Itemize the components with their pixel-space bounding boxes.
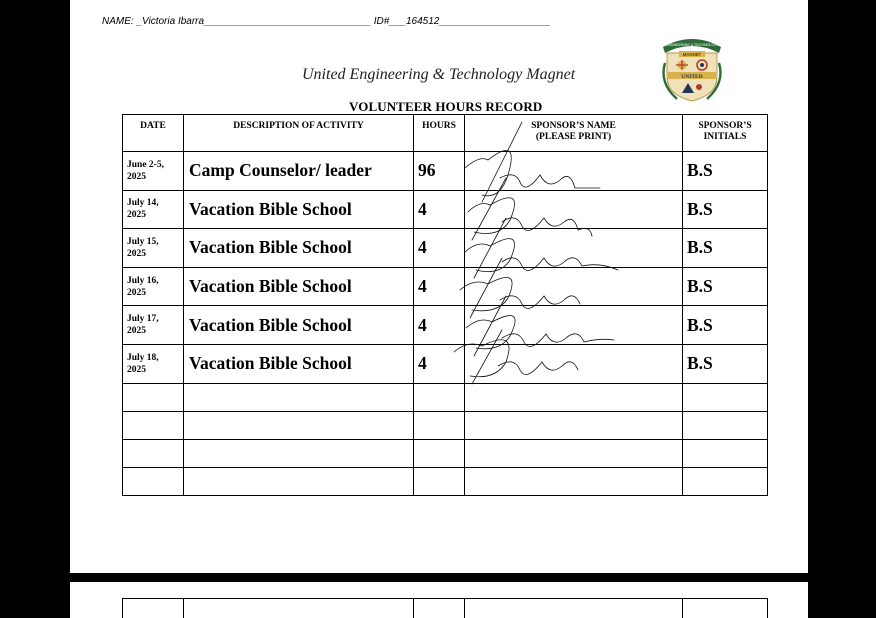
hours-cell: 4 — [414, 229, 465, 268]
initials-column-header — [683, 115, 768, 152]
document-page-2 — [70, 582, 808, 618]
table-header-row — [123, 115, 768, 152]
date-cell: July 17, 2025 — [123, 306, 184, 345]
activity-cell: Vacation Bible School — [184, 190, 414, 229]
volunteer-hours-table — [122, 114, 768, 496]
hours-column-header: HOURS — [414, 115, 465, 152]
hours-cell: 4 — [414, 306, 465, 345]
activity-column-header: DESCRIPTION OF ACTIVITY — [184, 115, 414, 152]
date-column-header: DATE — [123, 115, 184, 152]
school-crest-logo — [657, 33, 727, 105]
sponsor-header-line2: (PLEASE PRINT) — [535, 132, 612, 142]
hours-cell: 4 — [414, 344, 465, 383]
activity-cell: Vacation Bible School — [184, 344, 414, 383]
table-row — [123, 344, 768, 383]
logo-band-text: UNITED — [681, 73, 703, 80]
date-cell: July 18, 2025 — [123, 344, 184, 383]
date-cell: July 15, 2025 — [123, 229, 184, 268]
sponsor-name-cell — [465, 344, 683, 383]
name-id-line: NAME: _Victoria Ibarra______________________________ ID#___164512____________________ — [102, 16, 551, 27]
document-page-1 — [70, 0, 808, 573]
initials-cell: B.S — [683, 190, 768, 229]
school-title: United Engineering & Technology Magnet — [302, 66, 576, 83]
table-row — [123, 229, 768, 268]
empty-table-row — [123, 383, 768, 411]
empty-table-row — [123, 439, 768, 467]
initials-cell: B.S — [683, 152, 768, 191]
initials-cell: B.S — [683, 306, 768, 345]
sponsor-name-cell — [465, 229, 683, 268]
date-cell: July 14, 2025 — [123, 190, 184, 229]
date-cell: June 2-5, 2025 — [123, 152, 184, 191]
activity-cell: Vacation Bible School — [184, 306, 414, 345]
initials-cell: B.S — [683, 267, 768, 306]
initials-header-line1: SPONSOR’S — [698, 121, 752, 131]
initials-header-line2: INITIALS — [703, 132, 747, 142]
sponsor-name-cell — [465, 267, 683, 306]
sponsor-name-cell — [465, 306, 683, 345]
sponsor-name-column-header — [465, 115, 683, 152]
empty-table-row — [123, 411, 768, 439]
table-row — [123, 190, 768, 229]
initials-cell: B.S — [683, 344, 768, 383]
sponsor-name-cell — [465, 152, 683, 191]
sponsor-header-line1: SPONSOR’S NAME — [531, 121, 616, 131]
record-title: VOLUNTEER HOURS RECORD — [349, 99, 543, 114]
hours-cell: 4 — [414, 267, 465, 306]
activity-cell: Vacation Bible School — [184, 229, 414, 268]
hours-cell: 4 — [414, 190, 465, 229]
empty-table-row — [123, 467, 768, 495]
empty-table-row — [123, 599, 768, 618]
logo-banner-text: ENGINEERING & TECHNOLOGY — [664, 43, 720, 47]
logo-top-text: MAGNET — [682, 52, 702, 57]
activity-cell: Vacation Bible School — [184, 267, 414, 306]
hours-cell: 96 — [414, 152, 465, 191]
initials-cell: B.S — [683, 229, 768, 268]
activity-cell: Camp Counselor/ leader — [184, 152, 414, 191]
date-cell: July 16, 2025 — [123, 267, 184, 306]
table-row — [123, 152, 768, 191]
table-row — [123, 267, 768, 306]
table-row — [123, 306, 768, 345]
sponsor-name-cell — [465, 190, 683, 229]
continuation-table — [122, 598, 768, 618]
